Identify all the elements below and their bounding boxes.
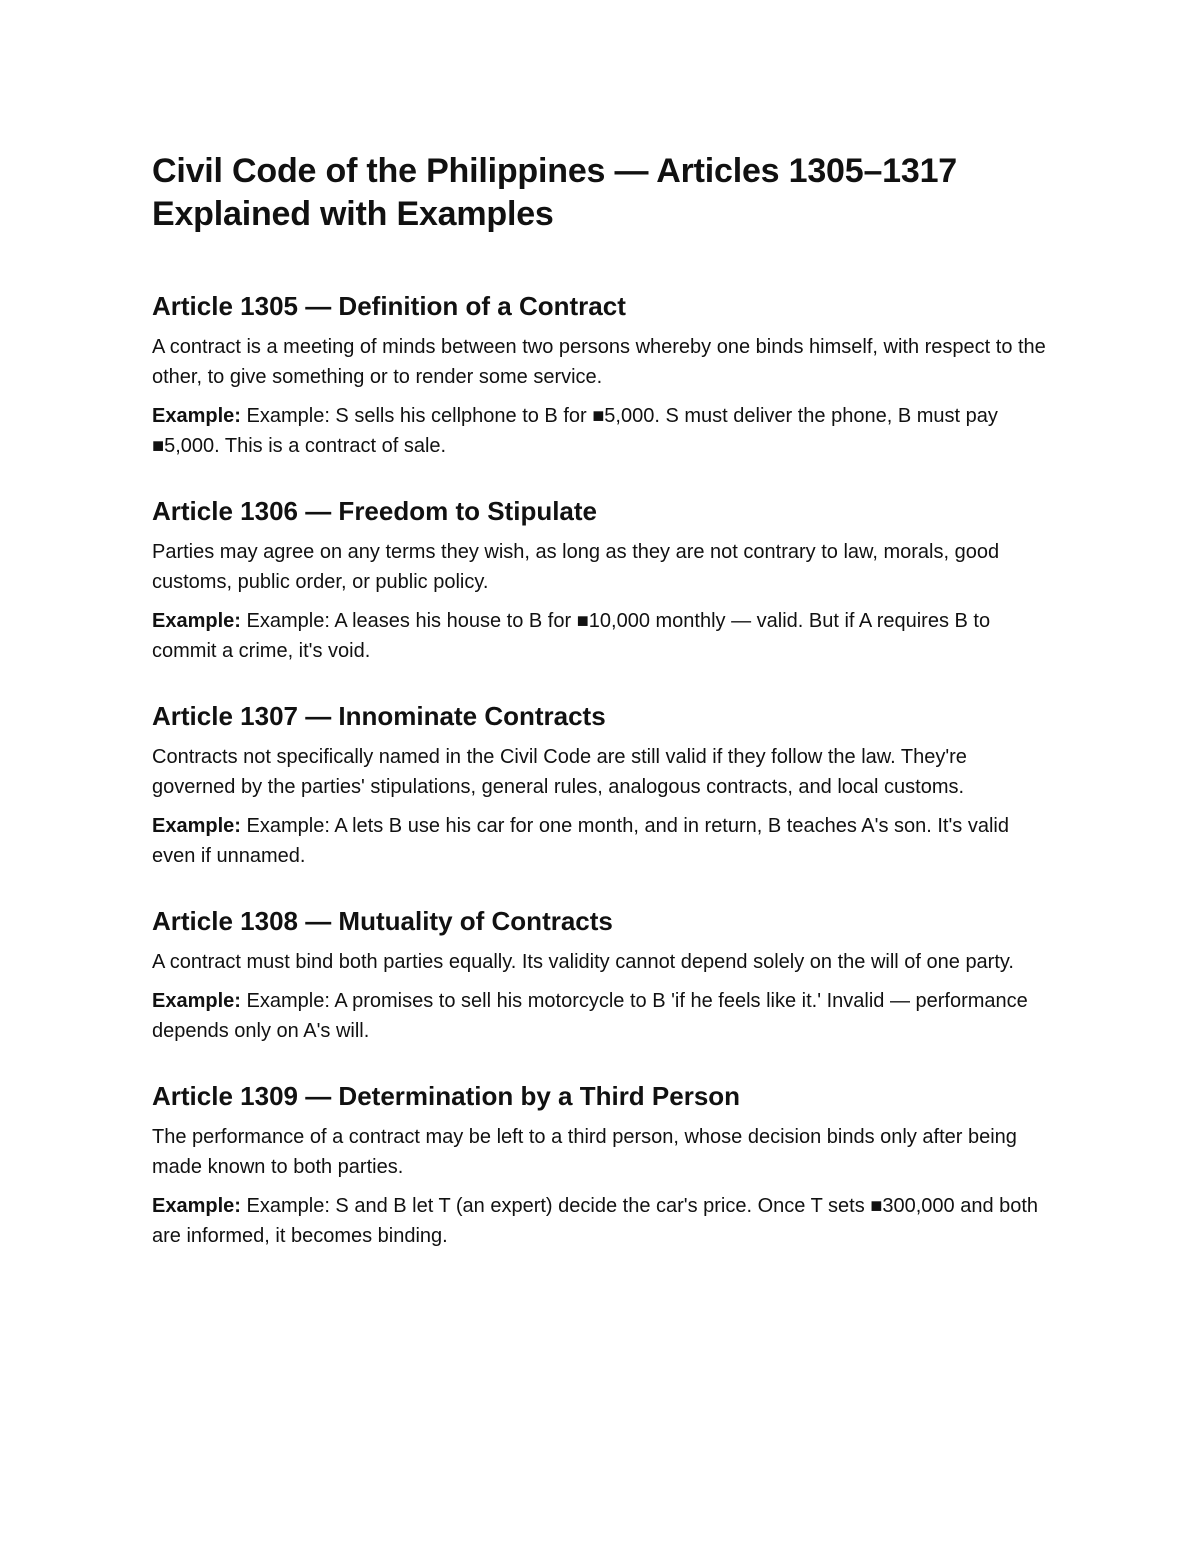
article-1306: [152, 495, 1052, 666]
article-1307: [152, 700, 1052, 871]
article-1308: [152, 905, 1052, 1046]
example-text: Example: A leases his house to B for ■10,000 monthly — valid. But if A requires B to commit a crime, it's void.: [152, 610, 991, 662]
example-label: Example:: [152, 610, 241, 632]
example-text: Example: S and B let T (an expert) decide the car's price. Once T sets ■300,000 and both are informed, it becomes binding.: [152, 1195, 1039, 1247]
example-label: Example:: [152, 405, 241, 427]
example-label: Example:: [152, 990, 241, 1012]
article-heading: Article 1307 — Innominate Contracts: [152, 701, 606, 731]
article-example: [152, 1191, 1052, 1251]
article-example: [152, 811, 1052, 871]
example-text: Example: S sells his cellphone to B for ■5,000. S must deliver the phone, B must pay ■5,000. This is a contract of sale.: [152, 405, 998, 457]
article-example: [152, 986, 1052, 1046]
article-heading: Article 1308 — Mutuality of Contracts: [152, 906, 613, 936]
example-label: Example:: [152, 1195, 241, 1217]
article-heading: Article 1306 — Freedom to Stipulate: [152, 496, 598, 526]
document-page: [152, 150, 1052, 1285]
article-body: A contract is a meeting of minds between two persons whereby one binds himself, with respect to the other, to give something or to render some service.: [152, 336, 1046, 388]
article-example: [152, 401, 1052, 461]
article-example: [152, 606, 1052, 666]
document-title: Civil Code of the Philippines — Articles 1305–1317 Explained with Examples: [152, 152, 958, 233]
example-text: Example: A lets B use his car for one month, and in return, B teaches A's son. It's valid even if unnamed.: [152, 815, 1009, 867]
article-body: Contracts not specifically named in the Civil Code are still valid if they follow the law. They're governed by the parties' stipulations, general rules, analogous contracts, and local customs.: [152, 746, 967, 798]
article-body: A contract must bind both parties equally. Its validity cannot depend solely on the will of one party.: [152, 951, 1014, 973]
example-text: Example: A promises to sell his motorcycle to B 'if he feels like it.' Invalid — performance depends only on A's will.: [152, 990, 1028, 1042]
example-label: Example:: [152, 815, 241, 837]
article-1309: [152, 1080, 1052, 1251]
article-body: Parties may agree on any terms they wish, as long as they are not contrary to law, morals, good customs, public order, or public policy.: [152, 541, 1000, 593]
article-heading: Article 1305 — Definition of a Contract: [152, 291, 626, 321]
article-1305: [152, 290, 1052, 461]
article-body: The performance of a contract may be left to a third person, whose decision binds only after being made known to both parties.: [152, 1126, 1017, 1178]
article-heading: Article 1309 — Determination by a Third Person: [152, 1081, 741, 1111]
